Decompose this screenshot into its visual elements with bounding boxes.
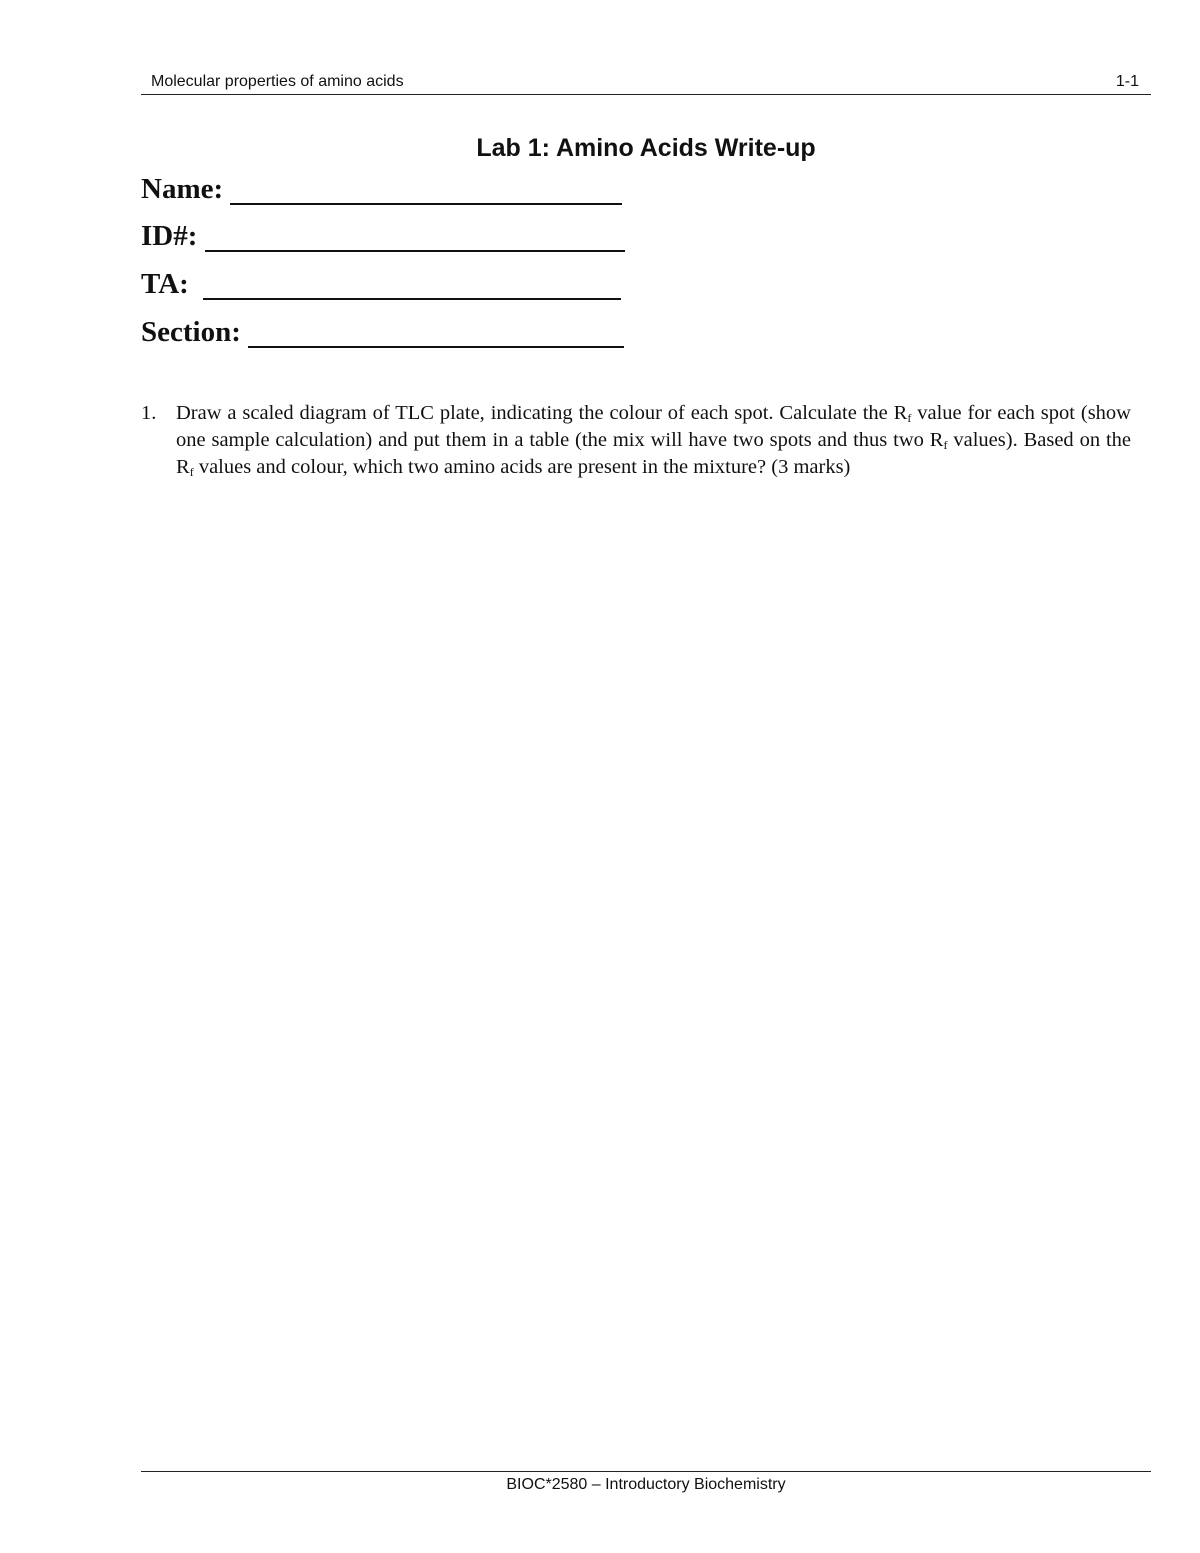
header-course-topic: Molecular properties of amino acids — [151, 73, 404, 90]
page-header — [141, 72, 1151, 95]
question-text: Draw a scaled diagram of TLC plate, indicating the colour of each spot. Calculate the $R_f$ value for each spot (show one sample calculation) and put them in a table (the mix will have two spots and thus two $R_f$ values). Based on the $R_f$ values and colour, which two amino acids are present in the mixture? (3 marks) — [176, 402, 1131, 479]
question-number: 1. — [141, 402, 157, 424]
id-blank-line[interactable] — [205, 219, 625, 253]
id-label: ID#: — [141, 220, 198, 252]
ta-label: TA: — [141, 268, 189, 300]
ta-field — [141, 267, 621, 301]
section-field — [141, 315, 624, 349]
page-footer — [141, 1471, 1151, 1494]
section-blank-line[interactable] — [248, 315, 624, 349]
ta-blank-line[interactable] — [203, 267, 621, 301]
page-title: Lab 1: Amino Acids Write-up — [476, 134, 816, 162]
name-label: Name: — [141, 173, 224, 205]
name-field — [141, 172, 622, 206]
name-blank-line[interactable] — [230, 172, 622, 206]
footer-course-name: BIOC*2580 – Introductory Biochemistry — [506, 1476, 786, 1493]
section-label: Section: — [141, 316, 241, 348]
header-page-number: 1-1 — [1115, 73, 1139, 90]
question-1 — [141, 400, 1131, 481]
id-field — [141, 219, 625, 253]
